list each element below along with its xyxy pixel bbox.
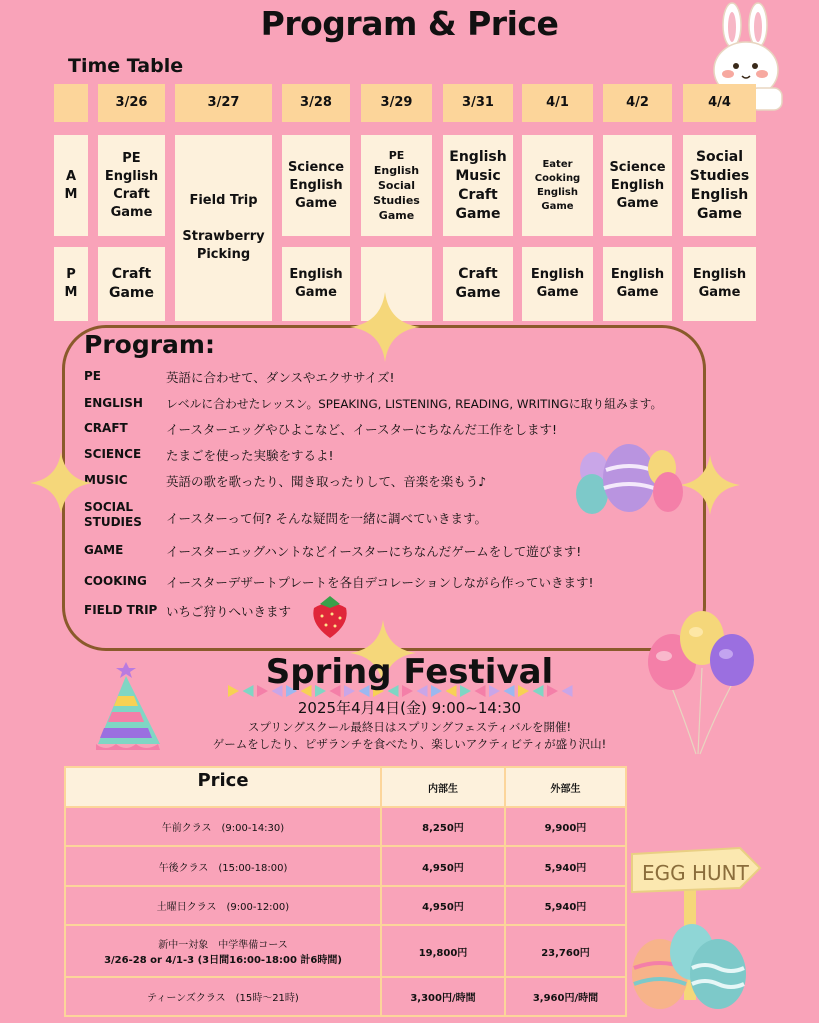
program-key: SOCIAL STUDIES xyxy=(84,500,142,529)
price-external: 23,760円 xyxy=(505,925,626,977)
timetable-date-header: 3/26 xyxy=(98,84,165,122)
program-title: Program: xyxy=(84,330,215,359)
timetable-date-header: 3/31 xyxy=(443,84,513,122)
timetable-am-cell: Eater Cooking English Game xyxy=(522,135,593,236)
price-class-label: ティーンズクラス (15時〜21時) xyxy=(147,993,299,1004)
program-description: いちご狩りへいきます xyxy=(166,604,292,619)
price-class-label: 土曜日クラス (9:00-12:00) xyxy=(156,902,290,913)
program-description: 英語の歌を歌ったり、聞き取ったりして、音楽を楽もう♪ xyxy=(166,474,487,489)
program-description: イースターエッグやひよこなど、イースターにちなんだ工作をします! xyxy=(166,422,558,437)
price-title: Price xyxy=(65,767,381,807)
timetable-pm-cell: Craft Game xyxy=(443,247,513,321)
price-internal: 3,300円/時間 xyxy=(381,977,505,1016)
price-external: 5,940円 xyxy=(505,886,626,925)
timetable-date-header: 4/2 xyxy=(603,84,672,122)
price-class-label: 新中一対象 中学準備コース xyxy=(158,940,288,951)
timetable-am-cell: PE English Craft Game xyxy=(98,135,165,236)
price-external: 9,900円 xyxy=(505,807,626,846)
timetable-date-header: 4/1 xyxy=(522,84,593,122)
festival-line-2: ゲームをしたり、ピザランチを食べたり、楽しいアクティビティが盛り沢山! xyxy=(212,737,607,751)
festival-line-1: スプリングスクール最終日はスプリングフェスティバルを開催! xyxy=(247,720,572,734)
timetable-pm-cell: English Game xyxy=(282,247,350,321)
timetable-date-header: 4/4 xyxy=(683,84,756,122)
timetable-am-cell: English Music Craft Game xyxy=(443,135,513,236)
timetable-date-header: 3/29 xyxy=(361,84,432,122)
price-class-label: 午前クラス (9:00-14:30) xyxy=(161,823,285,834)
timetable-field-trip-cell: Field Trip Strawberry Picking xyxy=(175,135,272,321)
price-internal: 8,250円 xyxy=(381,807,505,846)
column-external: 外部生 xyxy=(505,767,626,807)
price-class-label: 午後クラス (15:00-18:00) xyxy=(158,862,288,874)
price-table xyxy=(64,766,627,1017)
program-description: レベルに合わせたレッスン。SPEAKING, LISTENING, READING, WRITINGに取り組みます。 xyxy=(166,397,663,411)
program-key: SCIENCE xyxy=(84,447,142,461)
timetable-pm-cell: English Game xyxy=(683,247,756,321)
price-row xyxy=(65,846,626,886)
price-row xyxy=(65,925,626,977)
page-title: Program & Price xyxy=(260,4,559,43)
egg-hunt-sign-text: EGG HUNT xyxy=(642,861,749,885)
price-row xyxy=(65,807,626,846)
price-class-name xyxy=(65,886,381,925)
program-key: FIELD TRIP xyxy=(84,603,158,617)
program-key: COOKING xyxy=(84,574,147,588)
timetable-am-cell: Science English Game xyxy=(603,135,672,236)
price-class-name xyxy=(65,925,381,977)
price-internal: 4,950円 xyxy=(381,846,505,886)
timetable-pm-cell: English Game xyxy=(603,247,672,321)
easter-eggs-icon xyxy=(574,440,690,518)
timetable-label: Time Table xyxy=(68,55,184,77)
program-key: CRAFT xyxy=(84,421,128,435)
egg-hunt-eggs-icon xyxy=(630,912,750,1012)
timetable-corner xyxy=(54,84,88,122)
price-row xyxy=(65,977,626,1016)
timetable-am-cell: Social Studies English Game xyxy=(683,135,756,236)
price-class-name xyxy=(65,977,381,1016)
price-row xyxy=(65,886,626,925)
timetable-am-cell: PE English Social Studies Game xyxy=(361,135,432,236)
price-internal: 19,800円 xyxy=(381,925,505,977)
timetable-am-label: A M xyxy=(54,135,88,236)
festival-date: 2025年4月4日(金) 9:00~14:30 xyxy=(297,699,522,717)
program-description: イースターエッグハントなどイースターにちなんだゲームをして遊びます! xyxy=(166,544,582,559)
price-class-name xyxy=(65,846,381,886)
price-external: 5,940円 xyxy=(505,846,626,886)
program-key: PE xyxy=(84,369,101,383)
program-key: ENGLISH xyxy=(84,396,143,410)
strawberry-icon xyxy=(308,594,352,640)
sparkle-icon xyxy=(30,452,92,514)
timetable-am-cell: Science English Game xyxy=(282,135,350,236)
program-description: たまごを使った実験をするよ! xyxy=(166,448,334,463)
timetable-pm-cell: English Game xyxy=(522,247,593,321)
program-description: イースターって何? そんな疑問を一緒に調べていきます。 xyxy=(166,511,487,526)
program-key: GAME xyxy=(84,543,124,557)
sparkle-icon xyxy=(350,292,420,362)
price-internal: 4,950円 xyxy=(381,886,505,925)
program-description: 英語に合わせて、ダンスやエクササイズ! xyxy=(166,370,395,385)
column-internal: 内部生 xyxy=(381,767,505,807)
timetable-pm-label: P M xyxy=(54,247,88,321)
program-description: イースターデザートプレートを各自デコレーションしながら作っていきます! xyxy=(166,575,594,590)
price-external: 3,960円/時間 xyxy=(505,977,626,1016)
timetable-date-header: 3/27 xyxy=(175,84,272,122)
price-class-name xyxy=(65,807,381,846)
program-key: MUSIC xyxy=(84,473,128,487)
price-class-sub: 3/26-28 or 4/1-3 (3日間16:00-18:00 計6時間) xyxy=(104,955,342,966)
timetable-date-header: 3/28 xyxy=(282,84,350,122)
festival-title: Spring Festival xyxy=(265,652,554,692)
timetable-pm-cell: Craft Game xyxy=(98,247,165,321)
